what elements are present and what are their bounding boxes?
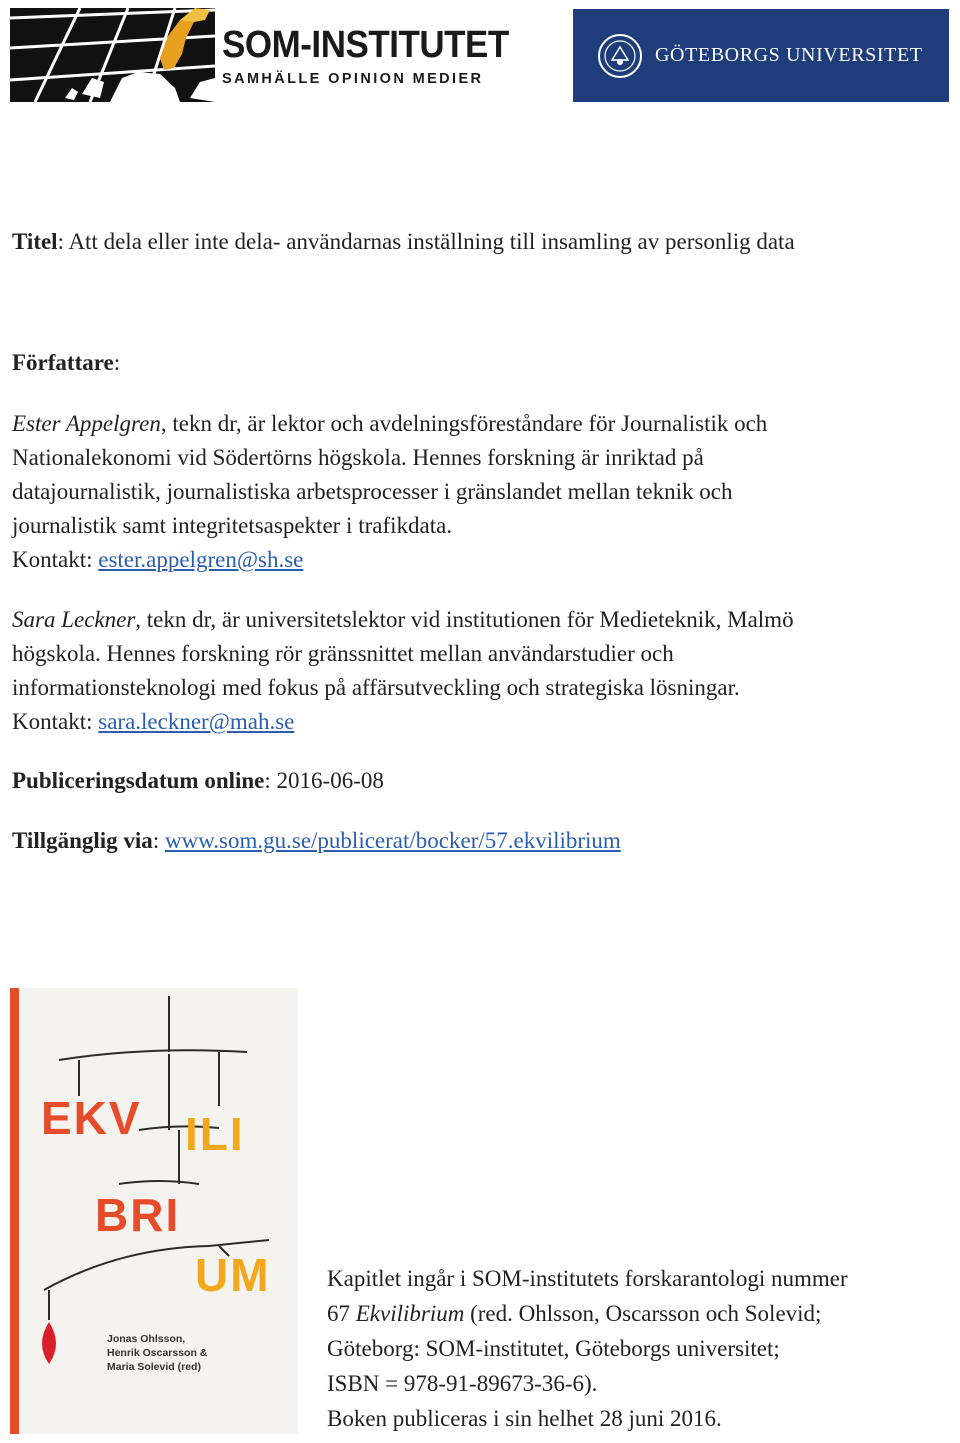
cover-authors [107, 1332, 287, 1374]
cover-word-2: ILI [185, 1108, 245, 1160]
publication-date-value: 2016-06-08 [270, 768, 384, 793]
authors-label: Författare [12, 350, 114, 375]
author-1-contact-label: Kontakt: [12, 547, 99, 572]
author-1-bio-line3: datajournalistik, journalistiska arbetsprocesser i gränslandet mellan teknik och [12, 479, 733, 504]
publication-date [12, 764, 384, 798]
authors-heading [12, 346, 120, 380]
title-label: Titel [12, 229, 58, 254]
title-sep: : [57, 229, 64, 254]
available-via-sep: : [152, 828, 165, 853]
available-via-label: Tillgänglig via [12, 828, 153, 853]
author-2-contact [12, 705, 294, 739]
available-via-link[interactable]: www.som.gu.se/publicerat/bocker/57.ekvilibrium [164, 828, 621, 853]
cover-word-3: BRI [95, 1189, 181, 1241]
author-1-bio-line4: journalistik samt integritetsaspekter i trafikdata. [12, 513, 453, 538]
europe-map-logo-icon [10, 8, 215, 102]
som-institutet-logo [10, 8, 509, 102]
author-1-bio-line2: Nationalekonomi vid Södertörns högskola. Hennes forskning är inriktad på [12, 445, 704, 470]
university-seal-icon [597, 33, 643, 79]
author-1-contact [12, 543, 303, 577]
document-title [12, 225, 795, 259]
publication-date-label: Publiceringsdatum online [12, 768, 265, 793]
authors-sep: : [113, 350, 121, 375]
author-1-email-link[interactable]: ester.appelgren@sh.se [98, 547, 304, 572]
publication-date-sep: : [264, 768, 271, 793]
note-line-3: Göteborg: SOM-institutet, Göteborgs universitet; [327, 1336, 780, 1361]
cover-word-4: UM [195, 1249, 271, 1301]
author-1-name: Ester Appelgren [12, 411, 161, 436]
note-line-5: Boken publiceras i sin helhet 28 juni 2016. [327, 1406, 722, 1431]
book-cover [10, 988, 298, 1434]
author-2-bio-line1: , tekn dr, är universitetslektor vid institutionen för Medieteknik, Malmö [135, 607, 794, 632]
note-line-2: 67 Ekvilibrium (red. Ohlsson, Oscarsson och Solevid; [327, 1301, 822, 1326]
cover-word-1: EKV [41, 1092, 142, 1144]
author-2-contact-label: Kontakt: [12, 709, 99, 734]
author-2-bio-line2: högskola. Hennes forskning rör gränssnittet mellan användarstudier och [12, 641, 674, 666]
som-title: SOM-INSTITUTET [222, 24, 509, 66]
note-line-4: ISBN = 978-91-89673-36-6). [327, 1371, 598, 1396]
author-2-email-link[interactable]: sara.leckner@mah.se [98, 709, 295, 734]
author-2-bio-line3: informationsteknologi med fokus på affärsutveckling och strategiska lösningar. [12, 675, 740, 700]
note-book-title: Ekvilibrium [355, 1301, 465, 1326]
author-1-bio-line1: , tekn dr, är lektor och avdelningsföreståndare för Journalistik och [160, 411, 768, 436]
cover-author-1: Jonas Ohlsson, [107, 1333, 186, 1345]
note-line-1: Kapitlet ingår i SOM-institutets forskarantologi nummer [327, 1266, 848, 1291]
goteborgs-universitet-logo [573, 9, 949, 102]
author-2-name: Sara Leckner [12, 607, 136, 632]
cover-author-3: Maria Solevid (red) [107, 1361, 201, 1373]
som-subtitle: SAMHÄLLE OPINION MEDIER [222, 71, 484, 87]
title-text: Att dela eller inte dela- användarnas inställning till insamling av personlig data [63, 229, 795, 254]
cover-author-2: Henrik Oscarsson & [107, 1347, 208, 1359]
university-name: GÖTEBORGS UNIVERSITET [655, 44, 923, 66]
available-via [12, 824, 621, 858]
